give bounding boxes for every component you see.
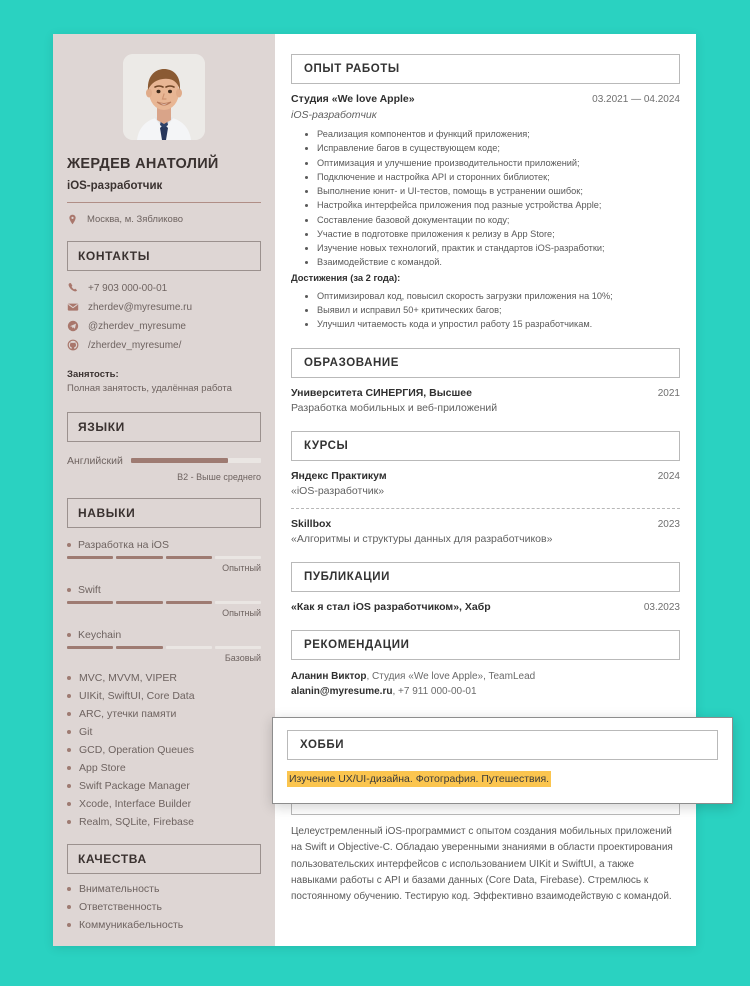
list-item-label: App Store [79,761,126,774]
achievements-label: Достижения (за 2 года): [291,271,401,283]
employment-label: Занятость: [67,369,119,381]
experience-duties-list [291,127,680,270]
bullet-icon [67,923,71,927]
list-item-label: MVC, MVVM, VIPER [79,671,178,684]
skill-rating-bar [67,556,261,559]
resume-page [53,34,696,946]
qualities-list [67,883,261,931]
education-institution: Университета СИНЕРГИЯ, Высшее [291,387,472,400]
list-item [67,919,261,931]
list-item-label: ARC, утечки памяти [79,707,177,720]
phone-icon [67,282,79,294]
employment-value: Полная занятость, удалённая работа [67,383,232,395]
recommender-phone: , +7 911 000-00-01 [392,686,477,698]
list-item-label: Git [79,725,93,738]
list-item [67,883,261,895]
skill-name: Разработка на iOS [78,538,169,551]
skill-rating-bar [67,646,261,649]
contact-github-value: /zherdev_myresume/ [88,339,182,351]
experience-position: iOS-разработчик [291,109,377,121]
list-item [67,901,261,913]
section-heading-hobby: ХОББИ [287,730,718,760]
contact-email[interactable] [67,301,261,313]
list-item [67,672,261,684]
contacts-list [67,282,261,351]
list-item: • Участие в подготовке приложения к релизу в App Store; [317,227,680,241]
list-item [67,726,261,738]
course-title: «Алгоритмы и структуры данных для разработчиков» [291,533,553,546]
skill-name: Keychain [78,628,122,641]
bullet-icon [67,784,71,788]
skill-rating-bar [67,601,261,604]
avatar [123,54,205,140]
page-title: ЖЕРДЕВ АНАТОЛИЙ [67,156,219,172]
section-heading-experience: ОПЫТ РАБОТЫ [291,54,680,84]
bullet-icon [67,730,71,734]
divider [67,202,261,203]
bullet-icon [67,712,71,716]
list-item: • Изучение новых технологий, практик и стандартов iOS-разработки; [317,241,680,255]
hobby-card[interactable] [272,717,733,804]
sidebar [53,34,275,946]
publication-date: 03.2023 [643,602,680,614]
list-item-label: Ответственность [79,900,162,913]
skill-name: Swift [78,583,101,596]
telegram-icon [67,320,79,332]
skill-level-label: Опытный [222,607,261,618]
bullet-icon [67,588,71,592]
language-name: Английский [67,454,123,467]
recommender-email[interactable]: alanin@myresume.ru [291,686,393,698]
contacts-heading: КОНТАКТЫ [67,241,261,271]
publication-title: «Как я стал iOS разработчиком», Хабр [291,601,491,614]
list-item-label: Xcode, Interface Builder [79,797,192,810]
bullet-icon [67,543,71,547]
person-role: iOS-разработчик [67,180,163,193]
hobby-text-highlight[interactable]: Изучение UX/UI-дизайна. Фотография. Путешествия. [289,773,550,785]
bullet-icon [67,887,71,891]
course-provider: Skillbox [291,518,332,531]
bullet-icon [67,820,71,824]
bullet-icon [67,905,71,909]
list-item-label: Коммуникабельность [79,918,184,931]
skill-item [67,539,261,573]
recommender-name: Аланин Виктор [291,671,367,683]
list-item [67,744,261,756]
list-item: • Оптимизация и улучшение производительности приложений; [317,156,680,170]
list-item-label: GCD, Operation Queues [79,743,194,756]
skill-item [67,629,261,663]
course-date: 2023 [657,519,680,531]
list-item: • Выявил и исправил 50+ критических багов; [317,303,680,317]
location-row [67,214,261,225]
bullet-icon [67,633,71,637]
language-item [67,455,261,482]
bullet-icon [67,802,71,806]
section-heading-publications: ПУБЛИКАЦИИ [291,562,680,592]
recommendation-entry [291,669,680,699]
experience-entry-header [291,93,680,105]
photo-container [67,34,261,140]
github-icon [67,339,79,351]
section-heading-education: ОБРАЗОВАНИЕ [291,348,680,378]
list-item: • Оптимизировал код, повысил скорость загрузки приложения на 10%; [317,289,680,303]
education-entry [291,387,680,399]
list-item [67,780,261,792]
language-level-label: B2 - Выше среднего [177,471,261,482]
list-item: • Улучшил читаемость кода и упростил работу 15 разработчикам. [317,317,680,331]
list-item-label: Внимательность [79,882,160,895]
qualities-heading: КАЧЕСТВА [67,844,261,874]
contact-email-value: zherdev@myresume.ru [88,301,193,313]
contact-phone[interactable] [67,282,261,294]
location-text: Москва, м. Зябликово [87,214,184,226]
skill-level-label: Опытный [222,562,261,573]
plain-skills-list [67,672,261,828]
contact-telegram[interactable] [67,320,261,332]
education-date: 2021 [657,388,680,400]
bullet-icon [67,748,71,752]
list-item: • Взаимодействие с командой. [317,255,680,269]
contact-phone-value: +7 903 000-00-01 [88,282,168,294]
bullet-icon [67,766,71,770]
list-item [67,708,261,720]
experience-date: 03.2021 — 04.2024 [592,94,680,105]
bullet-icon [67,694,71,698]
contact-github[interactable] [67,339,261,351]
main-content [275,34,696,946]
course-entry [291,518,680,530]
experience-company: Студия «We love Apple» [291,93,415,105]
list-item [67,798,261,810]
list-item-label: Realm, SQLite, Firebase [79,815,194,828]
bullet-icon [67,676,71,680]
employment-block [67,368,261,396]
experience-achievements-list [291,289,680,332]
course-entry [291,470,680,482]
list-item: • Настройка интерфейса приложения под разные устройства Apple; [317,198,680,212]
list-item [67,690,261,702]
skills-heading: НАВЫКИ [67,498,261,528]
section-heading-courses: КУРСЫ [291,431,680,461]
hobby-body [287,769,718,789]
list-item: • Реализация компонентов и функций приложения; [317,127,680,141]
education-program: Разработка мобильных и веб-приложений [291,402,498,415]
skill-item [67,584,261,618]
list-item-label: Swift Package Manager [79,779,190,792]
envelope-icon [67,301,79,313]
list-item: • Выполнение юнит- и UI-тестов, помощь в устранении ошибок; [317,184,680,198]
language-level-bar [131,458,261,463]
contact-telegram-value: @zherdev_myresume [88,320,186,332]
divider [291,508,680,509]
recommender-position: , Студия «We love Apple», TeamLead [366,671,536,683]
location-pin-icon [67,214,78,225]
list-item: • Составление базовой документации по коду; [317,213,680,227]
course-date: 2024 [657,471,680,483]
list-item [67,816,261,828]
list-item: • Подключение и настройка API и сторонних библиотек; [317,170,680,184]
course-title: «iOS-разработчик» [291,485,385,498]
course-provider: Яндекс Практикум [291,470,387,483]
about-text: Целеустремленный iOS-программист с опытом создания мобильных приложений на Swift и Objective-C. Обладаю уверенными знаниями в области проектирования пользовательских интерфейсов с использованием UIKit и SwiftUI, а также навыками работы с API и базами данных (Core Data, Firebase). Стремлюсь к постоянному обучению. Тестирую код. Эффективно взаимодействую с командой. [291,826,673,902]
list-item: • Исправление багов в существующем коде; [317,141,680,155]
skill-level-label: Базовый [224,652,261,663]
section-heading-recommendations: РЕКОМЕНДАЦИИ [291,630,680,660]
list-item-label: UIKit, SwiftUI, Core Data [79,689,195,702]
list-item [67,762,261,774]
publication-entry [291,601,680,613]
languages-heading: ЯЗЫКИ [67,412,261,442]
